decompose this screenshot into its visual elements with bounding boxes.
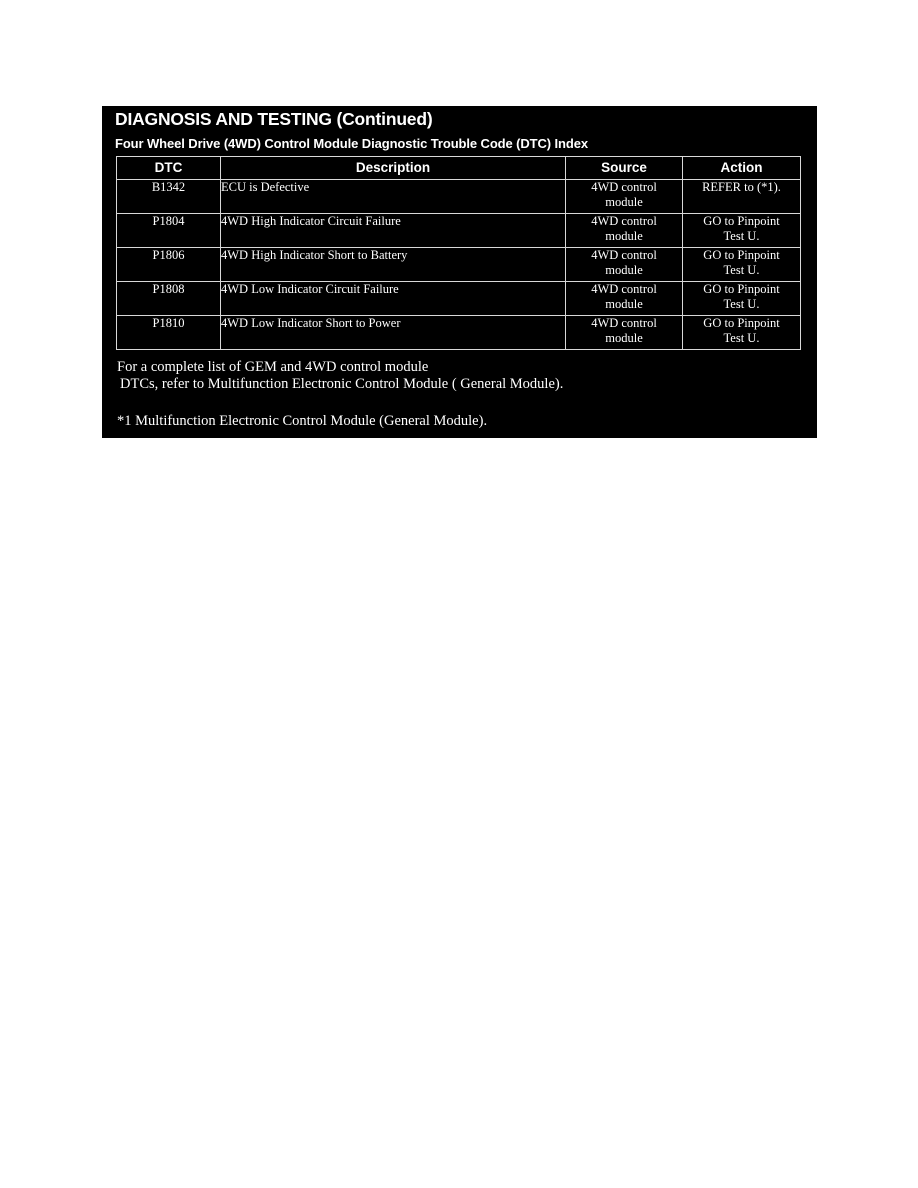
header-action: Action	[683, 157, 801, 180]
cell-source	[566, 214, 683, 248]
table-row	[117, 180, 801, 214]
cell-source	[566, 248, 683, 282]
cell-action	[683, 214, 801, 248]
cell-description: 4WD Low Indicator Short to Power	[221, 316, 566, 350]
action-line: Test U.	[723, 229, 760, 243]
source-line: 4WD control	[591, 214, 657, 228]
cell-action	[683, 248, 801, 282]
table-header-row	[117, 157, 801, 180]
header-dtc: DTC	[117, 157, 221, 180]
action-line: REFER to (*1).	[702, 180, 781, 194]
table-title: Four Wheel Drive (4WD) Control Module Diagnostic Trouble Code (DTC) Index	[115, 136, 588, 151]
source-line: module	[605, 195, 643, 209]
footnote: *1 Multifunction Electronic Control Module (General Module).	[117, 413, 488, 429]
source-line: 4WD control	[591, 282, 657, 296]
cell-action	[683, 316, 801, 350]
source-line: 4WD control	[591, 180, 657, 194]
note-line-2: DTCs, refer to Multifunction Electronic Control Module ( General Module).	[120, 376, 564, 392]
reference-note	[117, 359, 563, 393]
action-line: GO to Pinpoint	[703, 282, 780, 296]
source-line: 4WD control	[591, 248, 657, 262]
cell-dtc: P1806	[117, 248, 221, 282]
table-row	[117, 316, 801, 350]
cell-dtc: B1342	[117, 180, 221, 214]
source-line: module	[605, 229, 643, 243]
action-line: Test U.	[723, 331, 760, 345]
cell-dtc: P1810	[117, 316, 221, 350]
source-line: module	[605, 263, 643, 277]
cell-description: 4WD Low Indicator Circuit Failure	[221, 282, 566, 316]
cell-source	[566, 282, 683, 316]
source-line: 4WD control	[591, 316, 657, 330]
cell-dtc: P1804	[117, 214, 221, 248]
source-line: module	[605, 297, 643, 311]
action-line: Test U.	[723, 297, 760, 311]
cell-description: 4WD High Indicator Short to Battery	[221, 248, 566, 282]
table-row	[117, 248, 801, 282]
header-source: Source	[566, 157, 683, 180]
action-line: Test U.	[723, 263, 760, 277]
cell-description: ECU is Defective	[221, 180, 566, 214]
cell-source	[566, 180, 683, 214]
dtc-document-panel	[102, 106, 817, 438]
action-line: GO to Pinpoint	[703, 316, 780, 330]
cell-action	[683, 282, 801, 316]
section-heading: DIAGNOSIS AND TESTING (Continued)	[115, 109, 433, 129]
cell-source	[566, 316, 683, 350]
action-line: GO to Pinpoint	[703, 214, 780, 228]
header-description: Description	[221, 157, 566, 180]
cell-description: 4WD High Indicator Circuit Failure	[221, 214, 566, 248]
note-line-1: For a complete list of GEM and 4WD control module	[117, 359, 429, 375]
action-line: GO to Pinpoint	[703, 248, 780, 262]
cell-dtc: P1808	[117, 282, 221, 316]
dtc-index-table	[116, 156, 801, 350]
source-line: module	[605, 331, 643, 345]
cell-action	[683, 180, 801, 214]
table-row	[117, 214, 801, 248]
table-row	[117, 282, 801, 316]
